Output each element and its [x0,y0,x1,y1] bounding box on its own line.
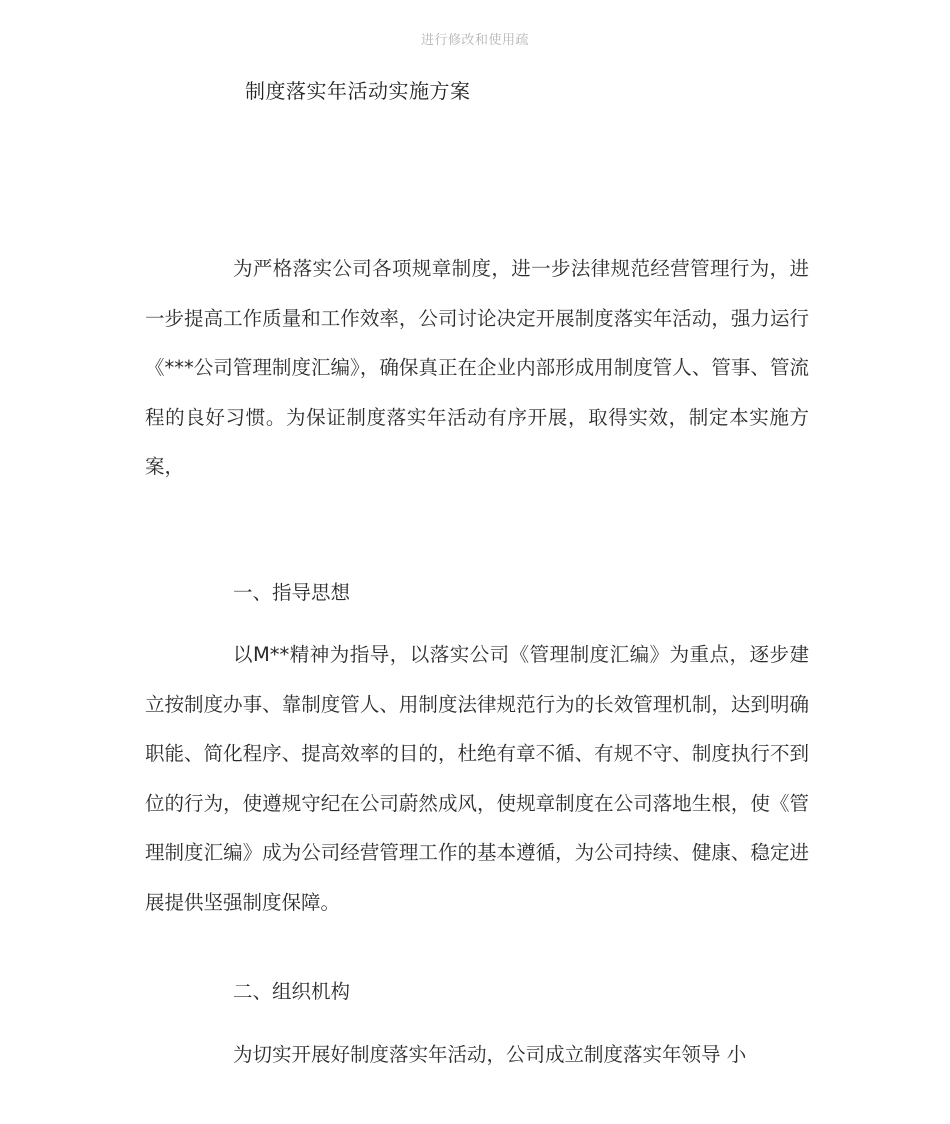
intro-paragraph: 为严格落实公司各项规章制度，进一步法律规范经营管理行为，进一步提高工作质量和工作效率，公司讨论决定开展制度落实年活动，强力运行《***公司管理制度汇编》，确保真正在企业内部形成用制度管人、管事、管流程的良好习惯。为保证制度落实年活动有序开展，取得实效，制定本实施方案， [145,257,809,479]
section-heading-guiding-ideology: 一、指导思想 [233,581,351,604]
header-note: 进行修改和使用疏 [420,33,529,48]
section-heading-organization: 二、组织机构 [233,980,351,1003]
organization-paragraph: 为切实开展好制度落实年活动，公司成立制度落实年领导 小 [233,1043,747,1066]
document-title: 制度落实年活动实施方案 [245,79,471,103]
guiding-ideology-paragraph: 以M**精神为指导，以落实公司《管理制度汇编》为重点，逐步建立按制度办事、靠制度管人、用制度法律规范行为的长效管理机制，达到明确职能、简化程序、提高效率的目的，杜绝有章不循、有规不守、制度执行不到位的行为，使遵规守纪在公司蔚然成风，使规章制度在公司落地生根，使《管理制度汇编》成为公司经营管理工作的基本遵循，为公司持续、健康、稳定进展提供坚强制度保障。 [145,643,809,914]
